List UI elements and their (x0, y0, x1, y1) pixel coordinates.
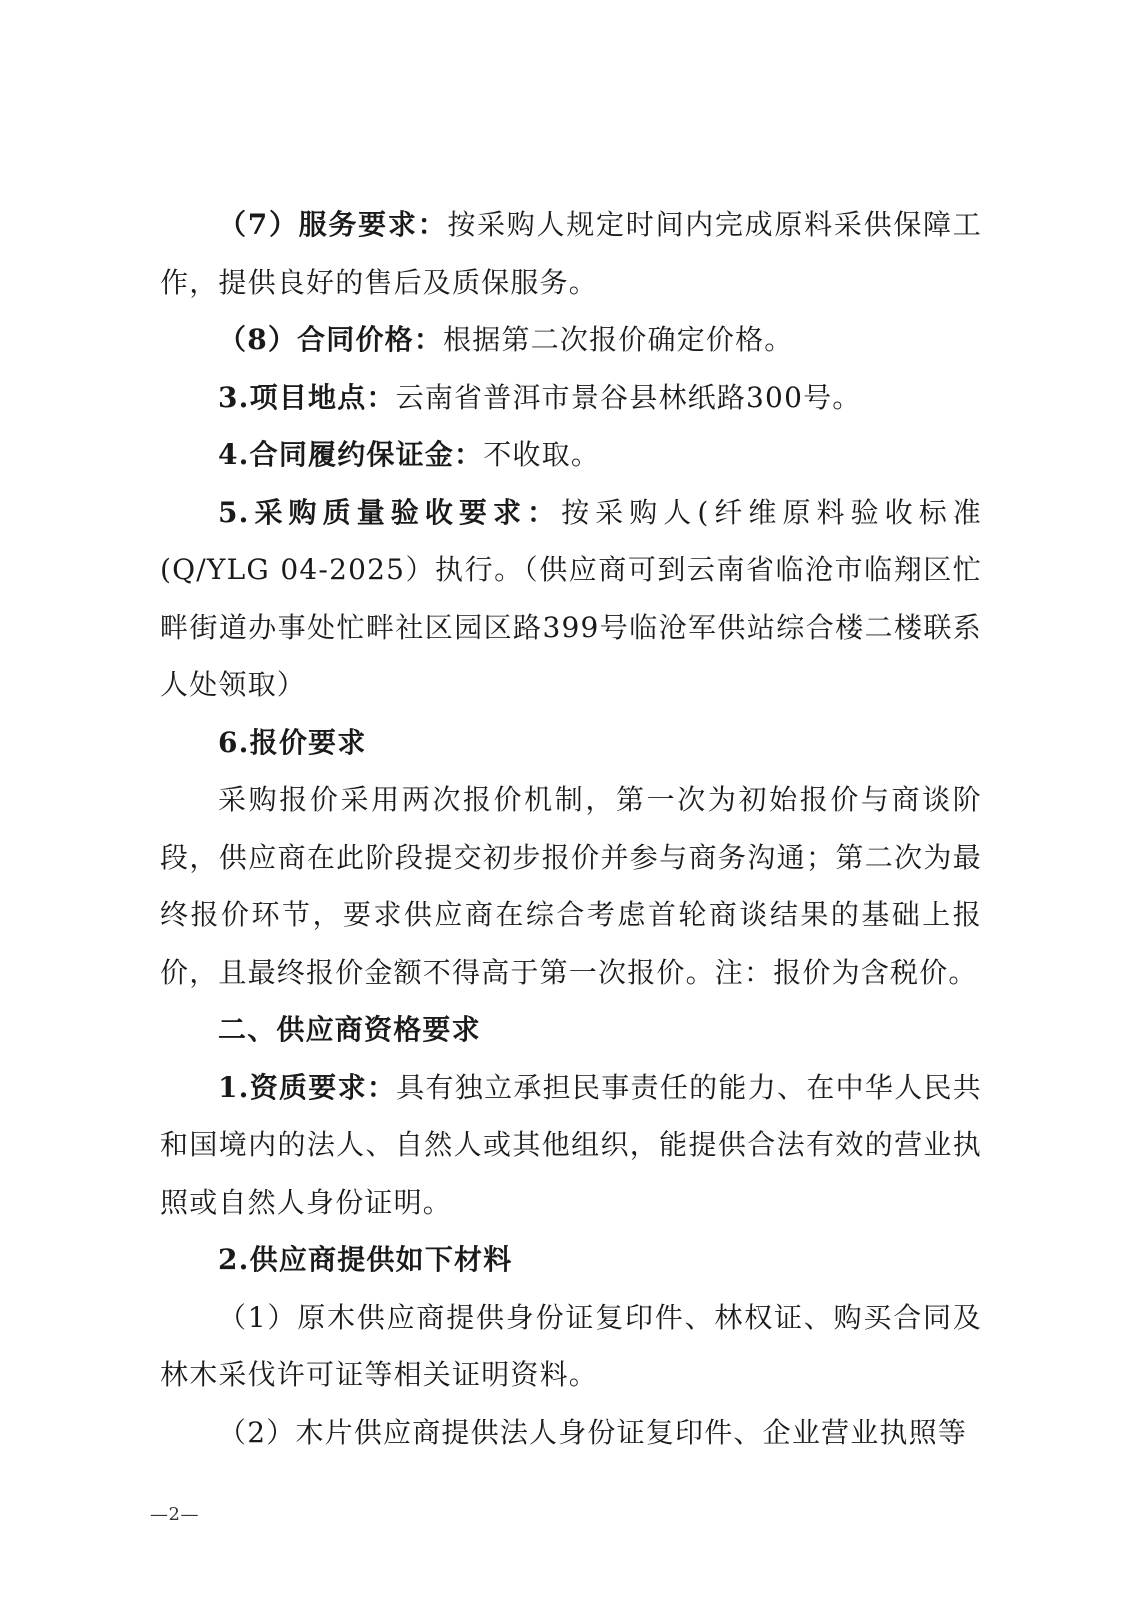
heading-supplier-materials (160, 1231, 982, 1289)
paragraph-text: 云南省普洱市景谷县林纸路300号。 (395, 380, 862, 414)
paragraph-label: 二、供应商资格要求 (218, 1013, 481, 1046)
paragraph-log-supplier-materials (160, 1289, 982, 1404)
paragraph-text: 根据第二次报价确定价格。 (443, 323, 794, 356)
paragraph-text: 按采购人(纤维原料验收标准(Q/YLG 04-2025）执行。（供应商可到云南省临沧市临翔区忙畔街道办事处忙畔社区园区路399号临沧军供站综合楼二楼联系人处领取） (160, 495, 982, 701)
paragraph-label: 6.报价要求 (218, 725, 367, 759)
paragraph-text: 采购报价采用两次报价机制，第一次为初始报价与商谈阶段，供应商在此阶段提交初步报价并参与商务沟通；第二次为最终报价环节，要求供应商在综合考虑首轮商谈结果的基础上报价，且最终报价金额不得高于第一次报价。注：报价为含税价。 (160, 783, 982, 989)
paragraph-text: 不收取。 (483, 438, 601, 471)
paragraph-label: 1.资质要求： (218, 1070, 397, 1104)
paragraph-label: （8）合同价格： (218, 323, 444, 356)
paragraph-label: 4.合同履约保证金： (218, 438, 484, 471)
paragraph-text: （1）原木供应商提供身份证复印件、林权证、购买合同及林木采伐许可证等相关证明资料。 (160, 1300, 982, 1391)
page-number: —2— (150, 1504, 199, 1525)
paragraph-label: 5.采购质量验收要求： (218, 495, 562, 529)
paragraph-performance-bond (160, 426, 982, 484)
paragraph-text: 按采购人规定时间内完成原料采供保障工作，提供良好的售后及质保服务。 (160, 208, 982, 299)
paragraph-text: （2）木片供应商提供法人身份证复印件、企业营业执照等 (218, 1415, 968, 1449)
paragraph-label: （7）服务要求： (218, 208, 448, 241)
paragraph-contract-price (160, 311, 982, 369)
paragraph-woodchip-supplier-materials (160, 1404, 982, 1462)
paragraph-service-requirements (160, 196, 982, 311)
heading-quotation-requirements (160, 714, 982, 772)
paragraph-text: 具有独立承担民事责任的能力、在中华人民共和国境内的法人、自然人或其他组织，能提供合法有效的营业执照或自然人身份证明。 (160, 1070, 982, 1219)
heading-supplier-qualifications (160, 1001, 982, 1059)
paragraph-label: 2.供应商提供如下材料 (218, 1243, 513, 1276)
paragraph-label: 3.项目地点： (218, 380, 396, 414)
paragraph-qualification-requirements (160, 1059, 982, 1232)
document-body (160, 196, 982, 1461)
paragraph-quotation-mechanism (160, 771, 982, 1001)
paragraph-quality-acceptance (160, 484, 982, 714)
paragraph-project-location (160, 369, 982, 427)
